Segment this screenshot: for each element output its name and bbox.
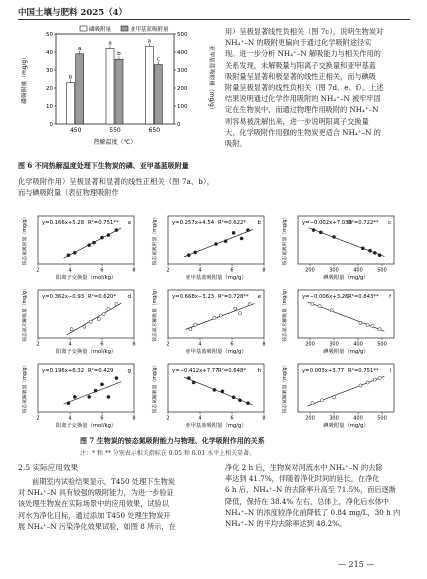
fig7-xtick-label: 400 [353,415,363,422]
fig7-r-squared: R²=0.648* [218,368,247,374]
right-line: 则容易被洗解出来，进一步说明阳离子交换量 [225,116,369,126]
fig6-sig-letter: b [117,51,121,58]
fig7-data-point [192,381,195,384]
fig7-panel-letter: f [389,294,391,300]
fig6-ytick-label-left: 10 [46,104,53,110]
section-left-line: 前期室内试验结果显示，T450 处理下生物炭 [32,477,175,486]
fig6-ytick-label-left: 0 [49,122,53,128]
fig7-xtick-label: 6 [100,267,104,274]
fig7-r-squared: R²=0.728** [218,294,249,300]
fig7-panel-letter: h [257,368,261,374]
header-divider [18,19,410,20]
fig7-xtick-label: 2 [36,341,40,348]
fig6-ytick-label-right: 500 [177,32,188,38]
section-right-line: 净化 2 h 后，生物炭对河流水中 NH₄⁺–N 的去除 [225,463,383,472]
fig7-xtick-label: 4 [198,267,202,274]
fig7-data-point [73,251,76,254]
journal-header: 中国土壤与肥料 2025（4） [18,8,128,18]
fig7-panel-h [151,363,266,429]
fig7-xtick-label: 4 [198,341,202,348]
fig7-data-point [107,307,110,310]
fig7-xtick-label: 6 [100,341,104,348]
fig7-data-point [89,320,92,323]
fig7-data-point [318,305,321,308]
fig7-data-point [240,237,243,240]
fig7-panel-c [281,215,394,281]
fig6-bar [145,47,153,124]
fig7-ylabel: 铵态氮吸附量（mg/g） [153,214,158,266]
fig7-xlabel: 亚甲基蓝吸附量（mg/g） [185,423,247,429]
fig7-xtick-label: 500 [377,415,387,422]
fig7-xtick-label: 6 [230,267,234,274]
fig6-xtick-label: 550 [109,127,121,134]
fig7-xtick-label: 2 [36,267,40,274]
fig7-data-point [234,307,237,310]
fig7-fit-line [308,376,385,406]
right-line: 吸附。 [225,139,247,149]
fig7-data-point [194,323,197,326]
fig6-ytick-label-right: 0 [177,122,181,128]
fig7-data-point [221,390,224,393]
fig7-data-point [187,376,190,379]
fig7-caption: 图 7 生物炭的铵态氮吸附能力与物理、化学吸附作用的关系 [80,436,265,445]
section-right-line: 6 h 后，NH₄⁺–N 的去除率升高至 71.5%，而后逐渐 [225,485,396,495]
right-paragraph [225,26,415,149]
fig7-xtick-label: 400 [353,341,363,348]
fig7-data-point [361,247,364,250]
fig7-ylabel: 铵态氮解吸量（mg/g） [283,362,288,414]
fig7-panel-letter: d [127,294,131,300]
fig7-xtick-label: 6 [100,415,104,422]
fig6-caption: 图 6 不同热解温度处理下生物炭的磷、亚甲基蓝吸附量 [18,161,189,170]
fig7-xtick-label: 300 [329,267,339,274]
fig7-data-point [94,389,97,392]
fig7-xtick-label: 6 [230,341,234,348]
fig7-panel-e [151,286,266,355]
fig7-xtick-label: 8 [262,341,266,348]
fig7-panel-letter: g [127,368,131,374]
fig6-bar [76,54,84,124]
fig6-sig-letter: a [77,45,82,52]
fig7-xtick-label: 4 [198,415,202,422]
section-left-paragraph [18,476,214,532]
fig7-data-point [332,235,335,238]
fig7-xlabel: 碘吸附量（mg/g） [323,275,369,281]
right-line: 定在生物炭中，而通过物理作用吸附的 NH₄⁺–N [225,105,379,115]
fig7-ylabel: 铵态氮解吸量（mg/g） [23,362,28,414]
fig7-data-point [224,240,227,243]
fig7-xtick-label: 4 [68,267,72,274]
legend-swatch-methylene [121,26,128,31]
fig7-xtick-label: 6 [230,415,234,422]
fig6-ylabel-right: 亚甲基蓝吸附量（mg/g） [208,45,214,113]
fig7-data-point [102,313,105,316]
section-right-paragraph [225,462,415,529]
fig7-data-point [359,384,362,387]
fig7-xtick-label: 500 [377,341,387,348]
fig7-xtick-label: 200 [305,341,315,348]
fig7-xtick-label: 8 [262,267,266,274]
fig7-panel-g [21,363,136,429]
fig7-xtick-label: 200 [305,415,315,422]
fig7-r-squared: R²=0.620* [88,294,117,300]
fig7-equation: y=0.257x+4.54 [172,220,215,226]
fig7-panel-b [151,215,266,281]
fig6-sig-letter: b [68,74,73,81]
section-right-line: 降低，保持在 38.4% 左右，总体上，净化后水体中 [225,496,389,506]
fig7-data-point [378,376,381,379]
fig7-data-point [100,236,103,239]
fig6-ytick-label-right: 100 [177,104,188,110]
fig6-ytick-label-left: 30 [46,68,53,74]
fig6-ytick-label-right: 400 [177,50,188,56]
fig7-data-point [359,321,362,324]
fig7-equation: y=0.003x+3.77 [302,368,345,374]
legend-label-phosphorus: 磷吸附量 [89,27,112,33]
fig7-data-point [312,228,315,231]
fig7-data-point [368,249,371,252]
fig7-data-point [246,402,249,405]
fig7-panel-f [281,286,394,355]
fig7-data-point [373,378,376,381]
fig7-data-point [378,328,381,331]
fig6-ytick-label-left: 40 [46,50,53,56]
fig7-equation: y=−0.006x+3.26 [302,294,349,300]
fig7-panel-a [21,215,136,281]
left-paragraph: 化学吸附作用）呈极显著和显著的线性正相关（图 7a、b），而与碘吸附量（表征物理吸附作 [18,177,214,198]
fig7-data-point [107,395,110,398]
fig7-panel-i [281,363,394,429]
page-number: — 215 — [338,560,375,569]
fig7-ylabel: 铵态氮吸附量（mg/g） [283,214,288,266]
fig7-data-point [330,309,333,312]
fig7-xtick-label: 4 [68,415,72,422]
fig7-data-point [88,244,91,247]
fig7-r-squared: R²=0.622* [218,220,247,226]
fig7-data-point [189,328,192,331]
fig7-xtick-label: 200 [305,267,315,274]
section-title: 2.5 实际应用效果 [18,463,79,472]
fig7-xlabel: 亚甲基蓝吸附量（mg/g） [185,349,247,355]
fig7-data-point [194,251,197,254]
fig7-data-point [232,231,235,234]
fig7-data-point [88,395,91,398]
fig7-data-point [97,318,100,321]
fig7-data-point [70,328,73,331]
right-line: 结果说明通过化学作用吸附的 NH₄⁺–N 被牢牢固 [225,94,381,104]
fig7-data-point [378,254,381,257]
fig6-legend [80,25,169,33]
fig7-data-point [67,254,70,257]
fig7-data-point [373,251,376,254]
fig7-panel-letter: a [127,220,131,226]
fig7-data-point [311,302,314,305]
fig7-data-point [232,396,235,399]
fig6-ytick-label-right: 200 [177,86,188,92]
fig7-data-point [332,396,335,399]
fig7-data-point [73,395,76,398]
fig6-bar [67,83,75,124]
fig7-xtick-label: 2 [36,415,40,422]
fig7-equation: y=0.362x−0.93 [42,294,85,300]
fig7-xlabel: 碘吸附量（mg/g） [323,349,369,355]
section-right-line: NH₄⁺–N 的浓度较净化前降低了 0.84 mg/L，30 h 内 [225,507,401,517]
legend-label-methylene: 亚甲基蓝吸附量 [130,27,169,33]
fig7-xlabel: 阳离子交换量（mol/kg） [55,275,117,281]
fig6-sig-letter: c [156,56,160,63]
fig7-panel-letter: e [257,294,261,300]
section-left-line: 河水为净化目标，通过添加 T450 处理生物炭开 [18,510,171,520]
fig7-xtick-label: 400 [353,267,363,274]
fig7-data-point [83,325,86,328]
fig7-panel-letter: b [257,220,261,226]
section-right-line: 率达到 41.7%，伴随着净化时间的延长，在净化 [225,474,380,484]
fig7-data-point [115,302,118,305]
fig6-ytick-label-left: 20 [46,86,53,92]
section-left-line: 展 NH₄⁺–N 污染净化效果试验，如图 8 所示，在 [18,521,176,531]
fig7-data-point [319,231,322,234]
fig7-data-point [366,381,369,384]
fig6-ylabel-left: 磷吸附量（mg/g） [22,54,28,104]
fig7-xlabel: 亚甲基蓝吸附量（mg/g） [185,275,247,281]
fig7-xtick-label: 2 [166,341,170,348]
fig7-data-point [238,312,241,315]
fig7-r-squared: R²=0.751** [88,220,119,226]
fig7-equation: y=0.668x−3.23 [172,294,215,300]
fig6-bar [115,59,123,124]
fig7-ylabel: 铵态氮未解吸量（mg/g） [283,286,288,342]
right-line: 大、化学吸附作用强的生物炭更适合 NH₄⁺–N 的 [225,127,381,137]
fig7-equation: y=−0.002x+7.039 [302,220,352,226]
fig7-xlabel: 碘吸附量（mg/g） [323,423,369,429]
fig6-ytick-label-right: 300 [177,68,188,74]
fig7-xtick-label: 4 [68,341,72,348]
fig7-data-point [67,402,70,405]
fig6-ytick-label-left: 50 [46,32,53,38]
section-left-line: 对 NH₄⁺–N 具有较强的吸附能力，为进一步验证 [18,488,174,498]
fig7-xtick-label: 8 [132,415,136,422]
fig7-xtick-label: 300 [329,415,339,422]
fig6-bar-chart [18,24,218,159]
fig6-bar [154,65,162,124]
fig7-xtick-label: 2 [166,415,170,422]
fig7-data-point [92,241,95,244]
fig7-data-point [187,254,190,257]
fig7-panel-d [21,286,136,355]
right-line: 附量呈极显著的线性负相关（图 7d、e、f）。上述 [225,83,384,93]
fig7-data-point [107,233,110,236]
fig7-panel-letter: i [389,368,391,374]
fig7-xtick-label: 300 [329,341,339,348]
fig7-ylabel: 铵态氮未解吸量（mg/g） [23,286,28,342]
fig7-data-point [366,323,369,326]
fig7-data-point [219,314,222,317]
fig7-xtick-label: 500 [377,267,387,274]
fig7-data-point [115,228,118,231]
fig7-data-point [214,242,217,245]
fig7-data-point [246,228,249,231]
fig7-note: 注：* 和 ** 分别表示相关指标在 0.05 和 0.01 水平上相关显著。 [80,450,256,457]
fig7-data-point [320,399,323,402]
fig7-panel-letter: c [387,220,391,226]
fig6-sig-letter: a [147,38,152,45]
fig6-bar [106,48,114,124]
fig7-equation: y=0.196x+6.32 [42,368,85,374]
fig7-data-point [213,388,216,391]
fig6-xlabel: 热解温度（℃） [93,139,137,146]
fig7-fit-line [64,382,122,404]
fig7-scatter-grid [18,212,410,434]
fig7-xtick-label: 2 [166,267,170,274]
fig7-equation: y=−0.412x+7.77 [172,368,219,374]
fig7-xlabel: 阳离子交换量（mol/kg） [55,349,117,355]
legend-swatch-phosphorus [80,26,87,31]
fig7-xtick-label: 8 [132,341,136,348]
section-right-line: NH₄⁺–N 的平均去除率达到 48.2%。 [225,519,347,529]
fig7-data-point [371,324,374,327]
fig6-xtick-label: 450 [69,127,82,134]
fig6-xtick-label: 650 [148,127,161,134]
fig7-ylabel: 铵态氮解吸量（mg/g） [153,362,158,414]
fig7-equation: y=0.166x+5.28 [42,220,85,226]
fig7-data-point [238,399,241,402]
fig7-xtick-label: 8 [132,267,136,274]
fig7-data-point [100,383,103,386]
fig7-data-point [115,376,118,379]
fig7-r-squared: R²=0.429 [88,368,114,374]
fig7-xlabel: 阳离子交换量（mol/kg） [55,423,117,429]
fig7-fit-line [67,303,121,335]
right-line: NH₄⁺–N 的吸附更偏向于通过化学吸附途径实 [225,38,372,48]
fig7-data-point [311,402,314,405]
fig7-data-point [213,316,216,319]
fig7-r-squared: R²=0.843** [348,294,379,300]
fig7-xtick-label: 8 [262,415,266,422]
right-line: 吸附量呈显著和极显著的线性正相关，而与碘吸 [225,71,376,81]
fig6-sig-letter: a [108,40,112,47]
right-line: 现。进一步分析 NH₄⁺–N 解吸能力与相关作用的 [225,49,381,59]
right-line: 用）呈极显著线性负相关（图 7c），说明生物炭对 [225,27,384,36]
right-line: 关系发现，未解吸量与阳离子交换量和亚甲基蓝 [225,60,376,70]
fig7-data-point [248,302,251,305]
fig7-ylabel: 铵态氮未解吸量（mg/g） [153,286,158,342]
section-left-line: 该处理生物炭在实际场景中的应用效果，试验以 [18,499,169,509]
fig7-r-squared: R²=0.751** [348,368,379,374]
fig7-ylabel: 铵态氮吸附量（mg/g） [23,214,28,266]
fig7-r-squared: R²=0.722** [348,220,379,226]
